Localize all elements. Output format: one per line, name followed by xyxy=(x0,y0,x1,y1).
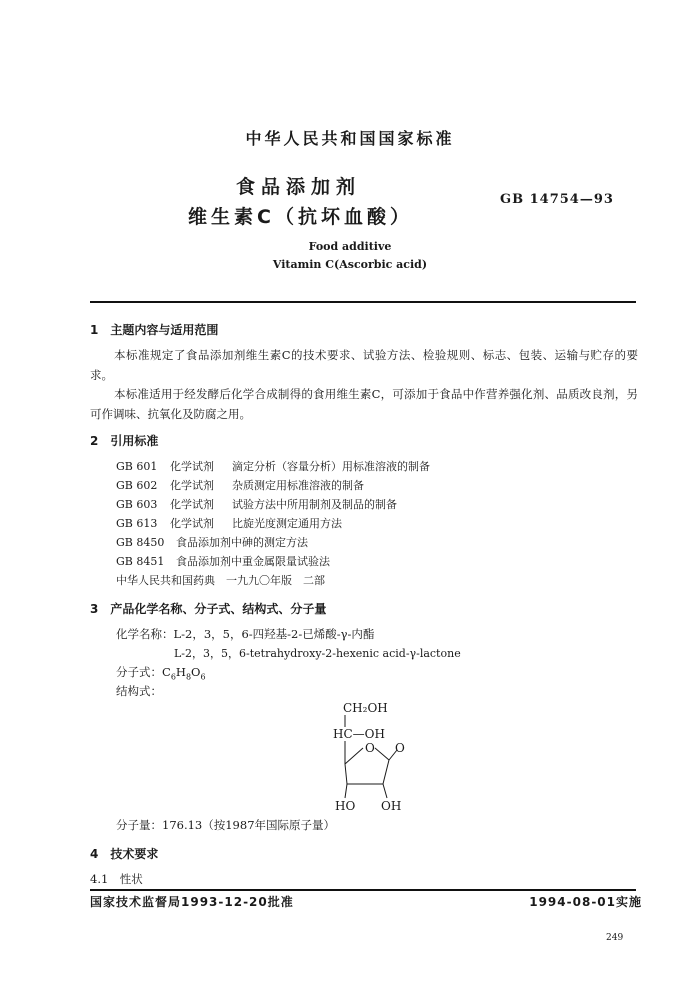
formula-carbon-count: 6 xyxy=(170,672,176,682)
structure-label: 结构式： xyxy=(116,684,162,698)
chemical-name-en: L-2，3，5，6-tetrahydroxy-2-hexenic acid-γ-lactone xyxy=(174,647,461,660)
header-divider xyxy=(90,301,636,303)
formula-label: 分子式： xyxy=(116,665,162,679)
ref-code: GB 8451 xyxy=(116,555,165,568)
bond-o-c1 xyxy=(375,748,389,760)
struct-oh: OH xyxy=(381,799,402,813)
formula-oxygen: O xyxy=(191,665,201,679)
pharmacopoeia-reference: 中华人民共和国药典 一九九〇年版 二部 xyxy=(116,574,325,587)
english-title-line2: Vitamin C(Ascorbic acid) xyxy=(272,258,428,271)
ref-title: 试验方法中所用制剂及制品的制备 xyxy=(232,498,397,511)
struct-ho: HO xyxy=(335,799,356,813)
section4-1-heading: 4.1 性状 xyxy=(90,872,143,886)
ref-title: 滴定分析（容量分析）用标准溶液的制备 xyxy=(232,460,430,473)
ref-title: 比旋光度测定通用方法 xyxy=(232,517,342,530)
page-number: 249 xyxy=(606,933,624,943)
footer-divider xyxy=(90,889,636,891)
formula-hydrogen: H xyxy=(175,665,186,679)
bond-c1-c2 xyxy=(383,760,389,784)
ref-title: 杂质测定用标准溶液的制备 xyxy=(232,479,364,492)
document-title-line2: 维生素C（抗坏血酸） xyxy=(188,206,413,228)
bond-c3-c4 xyxy=(345,764,347,784)
chemical-name-cn: 化学名称：L-2，3，5，6-四羟基-2-已烯酸-γ-内酯 xyxy=(116,627,375,641)
ref-category: 化学试剂 xyxy=(170,460,214,473)
ref-item xyxy=(116,553,330,569)
section4-heading: 4 技术要求 xyxy=(90,847,159,861)
bond-c2-oh xyxy=(383,784,387,798)
bond-c3-oh xyxy=(345,784,347,798)
struct-carbonyl-oxygen: O xyxy=(395,741,405,755)
formula-hydrogen-count: 8 xyxy=(185,672,192,682)
implementation-text: 1994-08-01实施 xyxy=(529,895,642,909)
struct-ch2oh: CH₂OH xyxy=(343,701,388,715)
ref-category: 化学试剂 xyxy=(170,479,214,492)
section3-heading: 3 产品化学名称、分子式、结构式、分子量 xyxy=(90,602,327,616)
ref-category: 化学试剂 xyxy=(170,517,214,530)
approval-text: 国家技术监督局1993-12-20批准 xyxy=(90,895,294,909)
ref-item xyxy=(116,477,364,493)
ref-item xyxy=(116,496,397,512)
standard-number: GB 14754—93 xyxy=(500,192,614,207)
molecular-formula xyxy=(116,664,206,681)
national-standard-heading: 中华人民共和国国家标准 xyxy=(245,129,455,148)
structural-formula xyxy=(325,700,435,815)
english-title-line1: Food additive xyxy=(308,240,392,253)
ref-code: GB 613 xyxy=(116,517,158,530)
ref-code: GB 601 xyxy=(116,460,158,473)
ref-code: GB 602 xyxy=(116,479,158,492)
struct-ring-oxygen: O xyxy=(365,741,375,755)
section1-para1: 本标准规定了食品添加剂维生素C的技术要求、试验方法、检验规则、标志、包装、运输与贮存的要求。 xyxy=(90,348,638,382)
molecular-weight: 分子量：176.13（按1987年国际原子量） xyxy=(116,818,336,832)
ref-title: 食品添加剂中砷的测定方法 xyxy=(176,536,308,549)
ref-code: GB 603 xyxy=(116,498,158,511)
formula-carbon: C xyxy=(162,665,171,679)
bond-c1-carbonyl xyxy=(389,750,397,760)
section1-heading: 1 主题内容与适用范围 xyxy=(90,323,219,337)
section2-heading: 2 引用标准 xyxy=(90,434,159,448)
section1-para2: 本标准适用于经发酵后化学合成制得的食用维生素C，可添加于食品中作营养强化剂、品质改良剂，另可作调味、抗氧化及防腐之用。 xyxy=(90,387,638,421)
ref-title: 食品添加剂中重金属限量试验法 xyxy=(176,555,330,568)
ref-item xyxy=(116,534,308,550)
document-title-line1: 食品添加剂 xyxy=(236,176,362,198)
ref-category: 化学试剂 xyxy=(170,498,214,511)
ref-code: GB 8450 xyxy=(116,536,165,549)
ref-item xyxy=(116,515,342,531)
bond-c4-o xyxy=(345,748,363,764)
formula-oxygen-count: 6 xyxy=(200,672,206,682)
struct-hc-oh: HC—OH xyxy=(333,727,385,741)
ref-item xyxy=(116,458,430,474)
